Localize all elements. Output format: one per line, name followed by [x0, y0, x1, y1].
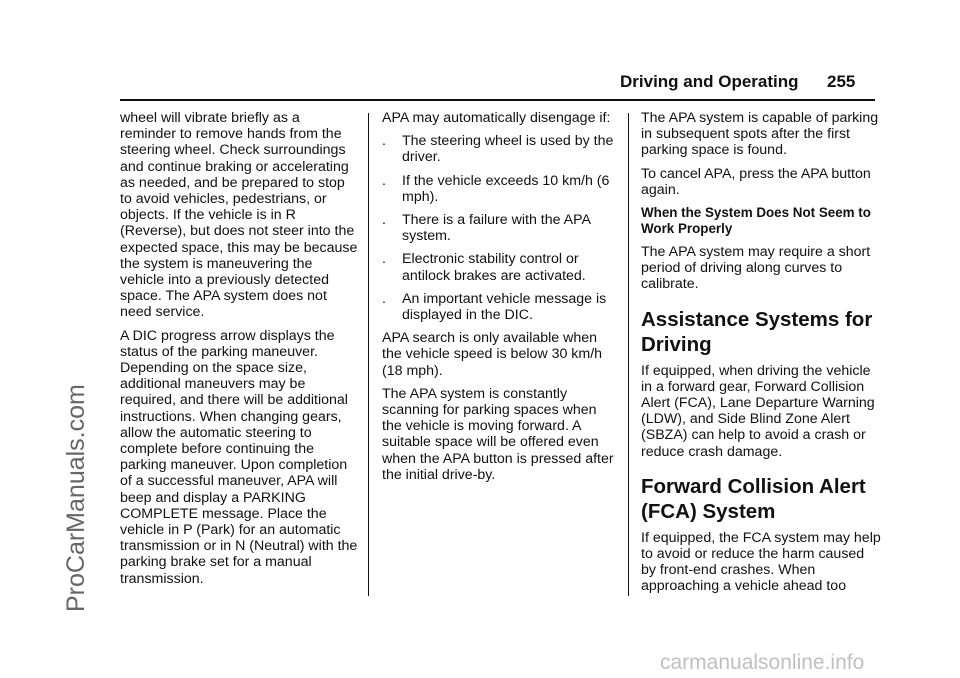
section-heading: Forward Collision Alert (FCA) System	[641, 474, 866, 523]
paragraph: APA search is only available when the vehicle speed is below 30 km/h (18 mph).	[382, 330, 603, 379]
text-column-1	[120, 110, 358, 594]
bullet-marker: .	[382, 212, 386, 229]
paragraph: wheel will vibrate briefly as a reminder to remove hands from the steering wheel. Check surroundings and continue braking or accelerating as needed, and be prepared to stop to avoid vehicles, pedestrians, or objects. If the vehicle is in R (Reverse), but does not steer into the expected space, this may be because the system is maneuvering the vehicle into a previously detected space. The APA system does not need service.	[120, 110, 358, 321]
paragraph: The APA system is constantly scanning for parking spaces when the vehicle is moving forward. A suitable space will be offered even when the APA button is pressed after the initial drive-by.	[382, 385, 614, 483]
list-item: . Electronic stability control or antilock brakes are activated.	[382, 251, 586, 284]
list-item: . The steering wheel is used by the driver.	[382, 133, 614, 166]
bullet-marker: .	[382, 172, 386, 189]
list-item: . There is a failure with the APA system.	[382, 212, 591, 245]
paragraph: A DIC progress arrow displays the status of the parking maneuver. Depending on the space size, additional maneuvers may be required, and there will be additional instructions. When changing gears, allow the automatic steering to complete before continuing the parking maneuver. Upon completion of a successful maneuver, APA will beep and display a PARKING COMPLETE message. Place the vehicle in P (Park) for an automatic transmission or in N (Neutral) with the parking brake set for a manual transmission.	[120, 327, 358, 587]
paragraph: The APA system may require a short period of driving along curves to calibrate.	[641, 244, 871, 293]
text-column-2	[382, 110, 618, 490]
column-divider-1	[368, 113, 369, 596]
disengage-conditions-list	[382, 133, 618, 323]
list-item: . If the vehicle exceeds 10 km/h (6 mph).	[382, 172, 610, 205]
header-divider	[120, 99, 875, 101]
text-column-3	[641, 110, 881, 602]
section-heading: Assistance Systems for Driving	[641, 307, 873, 356]
watermark-procarmanuals: ProCarManuals.com	[62, 384, 90, 612]
section-title: Driving and Operating	[620, 72, 799, 91]
paragraph: The APA system is capable of parking in subsequent spots after the first parking space is found.	[641, 110, 879, 159]
bullet-marker: .	[382, 133, 386, 150]
column-divider-2	[628, 113, 629, 596]
paragraph: If equipped, the FCA system may help to avoid or reduce the harm caused by front-end crashes. When approaching a vehicle ahead too	[641, 529, 881, 595]
paragraph: If equipped, when driving the vehicle in a forward gear, Forward Collision Alert (FCA), Lane Departure Warning (LDW), and Side Blind Zone Alert (SBZA) can help to avoid a crash or reduce crash damage.	[641, 362, 875, 460]
bullet-marker: .	[382, 251, 386, 268]
page-number: 255	[827, 72, 856, 91]
bullet-marker: .	[382, 290, 386, 307]
list-item: . An important vehicle message is displayed in the DIC.	[382, 290, 607, 324]
subheading: When the System Does Not Seem to Work Properly	[641, 205, 871, 237]
watermark-carmanualsonline: carmanualsonline.info	[660, 651, 865, 674]
paragraph: To cancel APA, press the APA button again.	[641, 165, 871, 198]
list-intro: APA may automatically disengage if:	[382, 110, 611, 126]
